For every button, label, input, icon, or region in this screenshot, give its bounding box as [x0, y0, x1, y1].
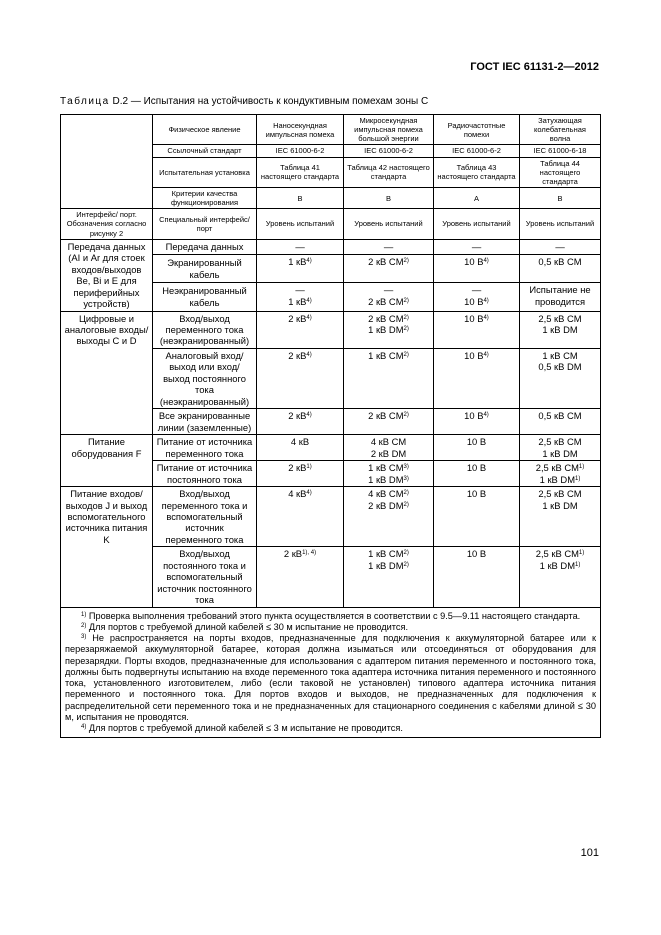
- level-value: [523, 462, 597, 473]
- footnote-ref: 1): [575, 475, 581, 482]
- level-text: 1 кВ DM: [368, 323, 404, 335]
- table-row: [61, 487, 601, 547]
- level-value-2: [347, 560, 430, 571]
- footnote-text: Не распространяется на порты входов, предназначенные для подключения к аккумуляторной батарее или к перезаряжаемой аккумуляторной батарее, которая должна изыматься или отсоединяться от оборудования для перезарядки. Порты входов, предназначенные для использования с адаптером питания переменного и постоянного тока, должны быть подвергнуты испытанию на входе переменного тока адаптера источника питания переменного и постоянного тока, установленного изготовителем, либо (если таковой не установлен) типового адаптера источника питания переменного и постоянного тока. Для портов входов и выходов, не предназначенных для подключения к распределительной сети переменного тока и не предназначенных для стационарного соединения с кабелями длиной ≤ 30 м, испытания не проводятся.: [65, 633, 596, 722]
- level-text: 0,5 кВ DM: [538, 361, 582, 373]
- header-row-levels: [61, 209, 601, 239]
- level-text: 2,5 кВ CM: [535, 462, 579, 474]
- level-cell: Уровень испытаний: [257, 209, 344, 239]
- footnote-ref: 2): [403, 325, 409, 332]
- setup-cell: Таблица 44 настоящего стандарта: [520, 157, 601, 187]
- test-level-cell: [520, 348, 601, 408]
- level-value: [260, 296, 340, 307]
- footnote-ref: 2): [403, 314, 409, 321]
- level-text: —: [471, 240, 482, 252]
- level-text: 0,5 кВ CM: [538, 410, 582, 422]
- footnote-ref: 4): [483, 297, 489, 304]
- interface-group-cell: Питание входов/выходов J и выход вспомогательного источника питания K: [61, 487, 153, 608]
- test-level-cell: [520, 255, 601, 283]
- footnote-ref: 4): [306, 351, 312, 358]
- footnote-ref: 4): [306, 258, 312, 265]
- standard-cell: IEC 61000-6-2: [434, 145, 520, 157]
- level-value-2: [347, 500, 430, 511]
- interface-group-cell: Питание оборудования F: [61, 435, 153, 487]
- level-value-2: [347, 448, 430, 459]
- level-value: [260, 410, 340, 421]
- test-level-cell: [520, 435, 601, 461]
- level-text: 10 В: [466, 548, 487, 560]
- port-cell: Вход/выход переменного тока и вспомогательный источник переменного тока: [153, 487, 257, 547]
- level-text: 4 кВ: [288, 488, 307, 500]
- level-cell: Уровень испытаний: [434, 209, 520, 239]
- level-text: 4 кВ CM: [370, 436, 407, 448]
- level-text: 4 кВ CM: [368, 488, 404, 500]
- port-cell: Экранированный кабель: [153, 255, 257, 283]
- footnote: [65, 611, 596, 622]
- test-level-cell: [344, 311, 434, 348]
- setup-cell: Таблица 43 настоящего стандарта: [434, 157, 520, 187]
- level-value: [437, 350, 516, 361]
- level-text: 0,5 кВ CM: [538, 256, 582, 268]
- level-value: [523, 256, 597, 267]
- level-value: [437, 313, 516, 324]
- test-level-cell: [257, 255, 344, 283]
- test-level-cell: [257, 348, 344, 408]
- test-level-cell: [344, 239, 434, 255]
- level-value-2: [523, 500, 597, 511]
- table-row: [61, 239, 601, 255]
- test-level-cell: [520, 409, 601, 435]
- level-value: [260, 548, 340, 559]
- test-level-cell: [344, 547, 434, 607]
- level-value: [437, 241, 516, 252]
- header-label-interface: Интерфейс/ порт. Обозначения согласно рисунку 2: [61, 209, 153, 239]
- test-level-cell: [257, 547, 344, 607]
- level-value: [260, 436, 340, 447]
- footnote: [65, 633, 596, 723]
- footnote: [65, 622, 596, 633]
- level-value: [260, 462, 340, 473]
- level-text: 2 кВ: [288, 349, 307, 361]
- column-header: Затухающая колебательная волна: [520, 115, 601, 145]
- level-value: [437, 462, 516, 473]
- level-text: 2 кВ CM: [368, 312, 404, 324]
- port-cell: Вход/выход постоянного тока и вспомогательный источник постоянного тока: [153, 547, 257, 607]
- footnote-mark: 2): [81, 622, 87, 629]
- level-text: 1 кВ DM: [542, 323, 578, 335]
- test-level-cell: [434, 409, 520, 435]
- level-cell: Уровень испытаний: [344, 209, 434, 239]
- setup-cell: Таблица 41 настоящего стандарта: [257, 157, 344, 187]
- test-level-cell: [520, 311, 601, 348]
- level-dash: —: [383, 284, 394, 296]
- test-level-cell: [344, 487, 434, 547]
- test-level-cell: [434, 348, 520, 408]
- header-blank-cell: [61, 115, 153, 209]
- header-row-phenomenon: [61, 115, 601, 145]
- interface-group-cell: Цифровые и аналоговые входы/выходы C и D: [61, 311, 153, 435]
- level-text: 2 кВ DM: [370, 447, 407, 459]
- test-level-cell: [344, 283, 434, 311]
- port-cell: Передача данных: [153, 239, 257, 255]
- level-value: [347, 436, 430, 447]
- level-value: [523, 436, 597, 447]
- header-label-phenomenon: Физическое явление: [153, 115, 257, 145]
- standard-cell: IEC 61000-6-2: [344, 145, 434, 157]
- footnote-ref: 3): [403, 464, 409, 471]
- notes-row: [61, 607, 601, 737]
- level-dash: —: [295, 284, 305, 296]
- level-text: —: [555, 240, 565, 252]
- level-cell: Уровень испытаний: [520, 209, 601, 239]
- table-title: [60, 96, 428, 107]
- table-row: [61, 311, 601, 348]
- level-value: [523, 548, 597, 559]
- level-text: 1 кВ DM: [539, 473, 575, 485]
- page-number: 101: [580, 847, 599, 859]
- level-text: 2 кВ: [288, 462, 307, 474]
- test-level-cell: [434, 461, 520, 487]
- footnote-ref: 2): [403, 258, 409, 265]
- interface-group-cell: Передача данных (AI и Ar для стоек входов/выходов Be, Bi и E для периферийных устройств): [61, 239, 153, 311]
- footnote-ref: 2): [403, 490, 409, 497]
- test-level-cell: [434, 311, 520, 348]
- level-value-2: [523, 560, 597, 571]
- column-header: Наносекундная импульсная помеха: [257, 115, 344, 145]
- test-level-cell: [520, 547, 601, 607]
- port-cell: Вход/выход переменного тока (неэкранированный): [153, 311, 257, 348]
- level-value-2: [523, 361, 597, 372]
- level-text: 2,5 кВ CM: [535, 548, 579, 560]
- test-level-cell: [434, 487, 520, 547]
- level-value: [260, 488, 340, 499]
- level-text: 2 кВ: [283, 548, 303, 560]
- level-value: [347, 313, 430, 324]
- table-caption-word: Таблица: [60, 96, 110, 107]
- level-value-2: [523, 474, 597, 485]
- criteria-cell: A: [434, 187, 520, 208]
- footnote-ref: 2): [403, 550, 409, 557]
- level-text: 1 кВ: [288, 256, 307, 268]
- level-text: 10 В: [464, 295, 484, 307]
- footnote-ref: 2): [403, 297, 409, 304]
- footnote-text: Проверка выполнения требований этого пункта осуществляется в соответствии с 9.5—9.11 настоящего стандарта.: [86, 610, 581, 621]
- level-text: —: [383, 240, 394, 252]
- port-cell: Все экранированные линии (заземленные): [153, 409, 257, 435]
- level-text: —: [295, 240, 305, 252]
- footnote-ref: 2): [403, 412, 409, 419]
- level-value: [523, 410, 597, 421]
- level-text: 10 В: [466, 462, 487, 474]
- column-header: Микросекундная импульсная помеха большой энергии: [344, 115, 434, 145]
- level-value: [437, 410, 516, 421]
- footnote-text: Для портов с требуемой длиной кабелей ≤ 3 м испытание не проводится.: [86, 722, 403, 733]
- footnote-mark: 1): [81, 611, 87, 618]
- level-value: [523, 284, 597, 307]
- level-text: 2,5 кВ CM: [538, 436, 582, 448]
- port-cell: Питание от источника постоянного тока: [153, 461, 257, 487]
- criteria-cell: B: [257, 187, 344, 208]
- test-level-cell: [434, 435, 520, 461]
- level-value: [523, 488, 597, 499]
- footnote-ref: 4): [483, 351, 489, 358]
- level-text: 10 В: [464, 410, 484, 422]
- level-text: 2,5 кВ CM: [538, 488, 582, 500]
- footnote-ref: 1): [306, 464, 312, 471]
- footnote-ref: 2): [403, 501, 409, 508]
- test-level-cell: [344, 435, 434, 461]
- table-row: [61, 435, 601, 461]
- test-level-cell: [344, 255, 434, 283]
- level-value: [260, 241, 340, 252]
- test-level-cell: [434, 255, 520, 283]
- test-level-cell: [257, 311, 344, 348]
- level-text: 1 кВ DM: [539, 559, 575, 571]
- footnote-ref: 1): [578, 464, 585, 471]
- footnote-ref: 2): [403, 351, 409, 358]
- test-level-cell: [520, 461, 601, 487]
- standard-cell: IEC 61000-6-2: [257, 145, 344, 157]
- test-level-cell: [344, 409, 434, 435]
- level-text: 1 кВ DM: [368, 473, 404, 485]
- level-text: 1 кВ DM: [368, 559, 404, 571]
- level-value: [347, 241, 430, 252]
- level-text: 1 кВ CM: [368, 462, 404, 474]
- level-value-2: [347, 324, 430, 335]
- test-level-cell: [434, 547, 520, 607]
- test-level-cell: [344, 348, 434, 408]
- level-value: [437, 256, 516, 267]
- level-text: Испытание не проводится: [529, 284, 591, 307]
- test-level-cell: [434, 239, 520, 255]
- level-text: 10 В: [466, 488, 487, 500]
- header-label-standard: Ссылочный стандарт: [153, 145, 257, 157]
- test-level-cell: [257, 487, 344, 547]
- footnote-ref: 3): [403, 475, 409, 482]
- level-text: 2,5 кВ CM: [538, 312, 582, 324]
- footnote-text: Для портов с требуемой длиной кабелей ≤ 30 м испытание не проводится.: [86, 621, 409, 632]
- footnote-ref: 4): [306, 297, 312, 304]
- level-text: 2 кВ: [288, 410, 307, 422]
- footnote-ref: 4): [306, 490, 312, 497]
- test-level-cell: [257, 239, 344, 255]
- level-text: 2 кВ DM: [368, 499, 404, 511]
- column-header: Радиочастотные помехи: [434, 115, 520, 145]
- footnote-ref: 1): [575, 561, 581, 568]
- footnote-ref: 1), 4): [302, 550, 317, 557]
- level-text: 2 кВ CM: [368, 256, 404, 268]
- test-level-cell: [257, 283, 344, 311]
- header-label-special-port: Специальный интерфейс/порт: [153, 209, 257, 239]
- port-cell: Питание от источника переменного тока: [153, 435, 257, 461]
- criteria-cell: B: [344, 187, 434, 208]
- level-value: [347, 548, 430, 559]
- port-cell: Неэкранированный кабель: [153, 283, 257, 311]
- setup-cell: Таблица 42 настоящего стандарта: [344, 157, 434, 187]
- footnote-mark: 4): [81, 723, 87, 730]
- level-text: 1 кВ CM: [368, 349, 404, 361]
- level-value: [347, 488, 430, 499]
- level-value: [523, 350, 597, 361]
- level-text: 1 кВ DM: [542, 499, 578, 511]
- test-level-cell: [257, 435, 344, 461]
- level-text: 1 кВ CM: [542, 349, 578, 361]
- level-value: [347, 256, 430, 267]
- level-text: 2 кВ: [288, 312, 307, 324]
- test-level-cell: [520, 239, 601, 255]
- test-level-cell: [344, 461, 434, 487]
- level-value: [437, 296, 516, 307]
- level-value: [347, 350, 430, 361]
- immunity-table: [60, 114, 601, 738]
- test-level-cell: [434, 283, 520, 311]
- level-value-2: [347, 474, 430, 485]
- level-text: 1 кВ DM: [542, 447, 578, 459]
- footnote-ref: 4): [306, 314, 312, 321]
- test-level-cell: [520, 487, 601, 547]
- footnote-ref: 4): [483, 412, 489, 419]
- footnote-ref: 2): [403, 561, 409, 568]
- footnote-mark: 3): [81, 634, 87, 641]
- footnote-ref: 4): [483, 258, 489, 265]
- level-text: 2 кВ CM: [368, 410, 404, 422]
- port-cell: Аналоговый вход/выход или вход/выход постоянного тока (неэкранированный): [153, 348, 257, 408]
- level-value: [347, 410, 430, 421]
- test-level-cell: [257, 461, 344, 487]
- level-text: 10 В: [464, 312, 484, 324]
- level-dash: —: [471, 284, 482, 296]
- test-level-cell: [257, 409, 344, 435]
- level-value: [260, 256, 340, 267]
- footnote-ref: 4): [483, 314, 489, 321]
- header-label-setup: Испытательная установка: [153, 157, 257, 187]
- level-value-2: [523, 448, 597, 459]
- level-value: [437, 488, 516, 499]
- criteria-cell: B: [520, 187, 601, 208]
- standard-cell: IEC 61000-6-18: [520, 145, 601, 157]
- table-caption-text: D.2 — Испытания на устойчивость к кондуктивным помехам зоны C: [112, 96, 429, 107]
- level-text: 2 кВ CM: [368, 295, 404, 307]
- level-text: 10 В: [466, 436, 487, 448]
- level-value: [523, 313, 597, 324]
- level-value: [260, 313, 340, 324]
- footnote: [65, 723, 596, 734]
- level-value: [347, 296, 430, 307]
- footnote-ref: 4): [306, 412, 312, 419]
- level-text: 1 кВ CM: [368, 548, 404, 560]
- level-value: [437, 548, 516, 559]
- footnotes: [61, 607, 601, 737]
- level-value-2: [523, 324, 597, 335]
- level-text: 10 В: [464, 349, 484, 361]
- level-value: [523, 241, 597, 252]
- test-level-cell: [520, 283, 601, 311]
- level-value: [437, 436, 516, 447]
- level-value: [260, 350, 340, 361]
- level-text: 1 кВ: [288, 295, 307, 307]
- level-text: 4 кВ: [290, 436, 310, 448]
- document-code: ГОСТ IEC 61131-2—2012: [470, 61, 599, 73]
- level-text: 10 В: [464, 256, 484, 268]
- footnote-ref: 1): [578, 550, 585, 557]
- level-value: [347, 462, 430, 473]
- header-label-criteria: Критерии качества функционирования: [153, 187, 257, 208]
